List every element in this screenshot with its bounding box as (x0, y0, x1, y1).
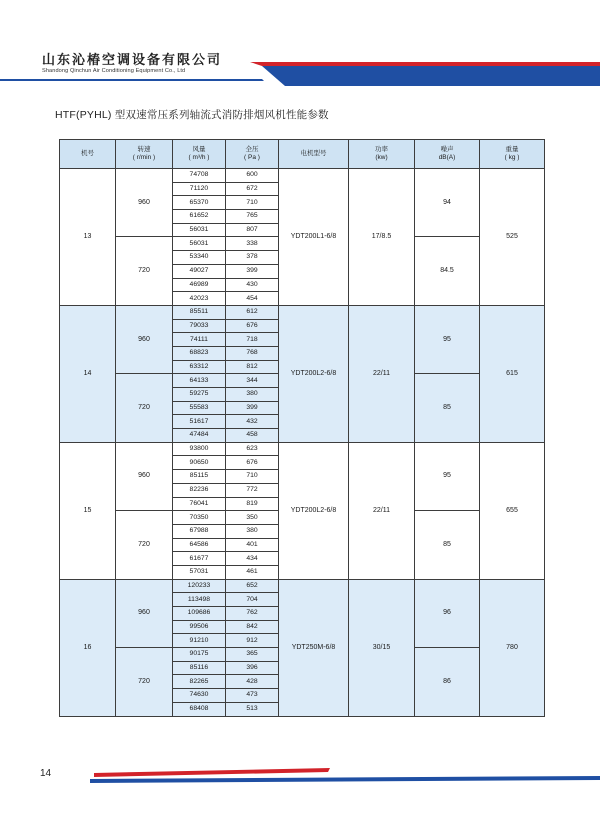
cell-pressure: 454 (226, 292, 279, 306)
table-group-13 (60, 169, 545, 306)
cell-airflow: 90650 (173, 456, 226, 470)
cell-pressure: 396 (226, 661, 279, 675)
cell-pressure: 380 (226, 524, 279, 538)
cell-airflow: 55583 (173, 401, 226, 415)
company-name-en: Shandong Qinchun Air Conditioning Equipment Co., Ltd (42, 68, 186, 74)
cell-airflow: 91210 (173, 634, 226, 648)
cell-pressure: 401 (226, 538, 279, 552)
cell-pressure: 350 (226, 511, 279, 525)
cell-pressure: 912 (226, 634, 279, 648)
cell-noise: 86 (415, 648, 480, 716)
cell-noise: 85 (415, 511, 480, 579)
table-header-row (60, 140, 545, 169)
cell-pressure: 704 (226, 593, 279, 607)
cell-airflow: 61652 (173, 210, 226, 224)
cell-airflow: 47484 (173, 429, 226, 443)
cell-pressure: 434 (226, 552, 279, 566)
cell-weight: 615 (480, 305, 545, 442)
cell-pressure: 652 (226, 579, 279, 593)
header-swoosh (0, 0, 600, 90)
col-header-speed: 转速 ( r/min ) (116, 140, 173, 169)
cell-model: 14 (60, 305, 116, 442)
cell-airflow: 64133 (173, 374, 226, 388)
cell-pressure: 399 (226, 401, 279, 415)
cell-airflow: 68408 (173, 702, 226, 716)
cell-pressure: 378 (226, 251, 279, 265)
cell-pressure: 380 (226, 388, 279, 402)
page-number: 14 (40, 768, 52, 779)
cell-pressure: 623 (226, 442, 279, 456)
cell-airflow: 46989 (173, 278, 226, 292)
cell-power: 17/8.5 (349, 169, 415, 306)
cell-pressure: 718 (226, 333, 279, 347)
cell-weight: 655 (480, 442, 545, 579)
cell-airflow: 76041 (173, 497, 226, 511)
cell-pressure: 600 (226, 169, 279, 183)
cell-airflow: 56031 (173, 237, 226, 251)
cell-airflow: 85511 (173, 305, 226, 319)
cell-noise: 95 (415, 305, 480, 373)
cell-airflow: 70350 (173, 511, 226, 525)
col-header-power: 功率 (kw) (349, 140, 415, 169)
col-header-noise: 噪声 dB(A) (415, 140, 480, 169)
header-blue-band (262, 66, 600, 86)
cell-model: 15 (60, 442, 116, 579)
cell-model: 16 (60, 579, 116, 716)
cell-airflow: 74111 (173, 333, 226, 347)
cell-airflow: 57031 (173, 565, 226, 579)
col-header-model: 机号 (60, 140, 116, 169)
cell-airflow: 65370 (173, 196, 226, 210)
performance-table (59, 139, 545, 717)
cell-pressure: 432 (226, 415, 279, 429)
cell-pressure: 430 (226, 278, 279, 292)
cell-pressure: 768 (226, 346, 279, 360)
cell-airflow: 42023 (173, 292, 226, 306)
cell-airflow: 61677 (173, 552, 226, 566)
cell-speed: 960 (116, 169, 173, 237)
cell-noise: 94 (415, 169, 480, 237)
cell-airflow: 53340 (173, 251, 226, 265)
cell-airflow: 51617 (173, 415, 226, 429)
col-header-airflow: 风量 ( m³/h ) (173, 140, 226, 169)
cell-airflow: 99506 (173, 620, 226, 634)
cell-airflow: 90175 (173, 648, 226, 662)
cell-airflow: 113498 (173, 593, 226, 607)
col-header-pressure: 全压 ( Pa ) (226, 140, 279, 169)
cell-motor: YDT200L1-6/8 (279, 169, 349, 306)
cell-model: 13 (60, 169, 116, 306)
cell-speed: 720 (116, 374, 173, 442)
cell-noise: 84.5 (415, 237, 480, 305)
cell-airflow: 85116 (173, 661, 226, 675)
cell-pressure: 461 (226, 565, 279, 579)
cell-airflow: 59275 (173, 388, 226, 402)
cell-weight: 525 (480, 169, 545, 306)
table-row (60, 442, 545, 456)
cell-pressure: 338 (226, 237, 279, 251)
cell-pressure: 710 (226, 196, 279, 210)
cell-motor: YDT250M-6/8 (279, 579, 349, 716)
cell-airflow: 64586 (173, 538, 226, 552)
table-row (60, 169, 545, 183)
cell-pressure: 842 (226, 620, 279, 634)
cell-pressure: 458 (226, 429, 279, 443)
cell-airflow: 56031 (173, 223, 226, 237)
col-header-motor: 电机型号 (279, 140, 349, 169)
cell-pressure: 762 (226, 607, 279, 621)
table-group-14 (60, 305, 545, 442)
cell-airflow: 74630 (173, 689, 226, 703)
header-blue-thin (0, 79, 264, 81)
cell-pressure: 676 (226, 456, 279, 470)
cell-power: 30/15 (349, 579, 415, 716)
table-row (60, 305, 545, 319)
cell-pressure: 765 (226, 210, 279, 224)
cell-noise: 95 (415, 442, 480, 510)
cell-airflow: 74708 (173, 169, 226, 183)
cell-pressure: 772 (226, 483, 279, 497)
cell-airflow: 68823 (173, 346, 226, 360)
cell-speed: 720 (116, 237, 173, 305)
cell-airflow: 63312 (173, 360, 226, 374)
footer-red-stripe (94, 768, 330, 777)
cell-pressure: 812 (226, 360, 279, 374)
cell-speed: 720 (116, 648, 173, 716)
cell-pressure: 365 (226, 648, 279, 662)
company-name-cn: 山东沁椿空调设备有限公司 (42, 52, 223, 67)
cell-airflow: 82236 (173, 483, 226, 497)
header-red-stripe (250, 62, 600, 66)
cell-pressure: 710 (226, 470, 279, 484)
cell-pressure: 672 (226, 182, 279, 196)
table-group-16 (60, 579, 545, 716)
cell-pressure: 676 (226, 319, 279, 333)
cell-weight: 780 (480, 579, 545, 716)
cell-airflow: 79033 (173, 319, 226, 333)
company-block (42, 52, 222, 74)
cell-speed: 720 (116, 511, 173, 579)
table-title: HTF(PYHL) 型双速常压系列轴流式消防排烟风机性能参数 (55, 109, 329, 121)
cell-motor: YDT200L2-6/8 (279, 442, 349, 579)
cell-airflow: 120233 (173, 579, 226, 593)
cell-airflow: 71120 (173, 182, 226, 196)
cell-speed: 960 (116, 305, 173, 373)
cell-pressure: 819 (226, 497, 279, 511)
cell-power: 22/11 (349, 442, 415, 579)
cell-noise: 85 (415, 374, 480, 442)
cell-pressure: 399 (226, 264, 279, 278)
cell-pressure: 513 (226, 702, 279, 716)
footer-blue-stripe (90, 776, 600, 783)
cell-pressure: 612 (226, 305, 279, 319)
cell-airflow: 93800 (173, 442, 226, 456)
cell-speed: 960 (116, 579, 173, 647)
table-row (60, 579, 545, 593)
col-header-weight: 重量 ( kg ) (480, 140, 545, 169)
cell-airflow: 67988 (173, 524, 226, 538)
cell-power: 22/11 (349, 305, 415, 442)
cell-airflow: 82265 (173, 675, 226, 689)
cell-pressure: 473 (226, 689, 279, 703)
cell-airflow: 109686 (173, 607, 226, 621)
cell-noise: 96 (415, 579, 480, 647)
cell-airflow: 85115 (173, 470, 226, 484)
cell-motor: YDT200L2-6/8 (279, 305, 349, 442)
cell-pressure: 344 (226, 374, 279, 388)
cell-airflow: 49027 (173, 264, 226, 278)
cell-pressure: 807 (226, 223, 279, 237)
footer-swoosh (0, 760, 600, 790)
cell-speed: 960 (116, 442, 173, 510)
cell-pressure: 428 (226, 675, 279, 689)
table-group-15 (60, 442, 545, 579)
